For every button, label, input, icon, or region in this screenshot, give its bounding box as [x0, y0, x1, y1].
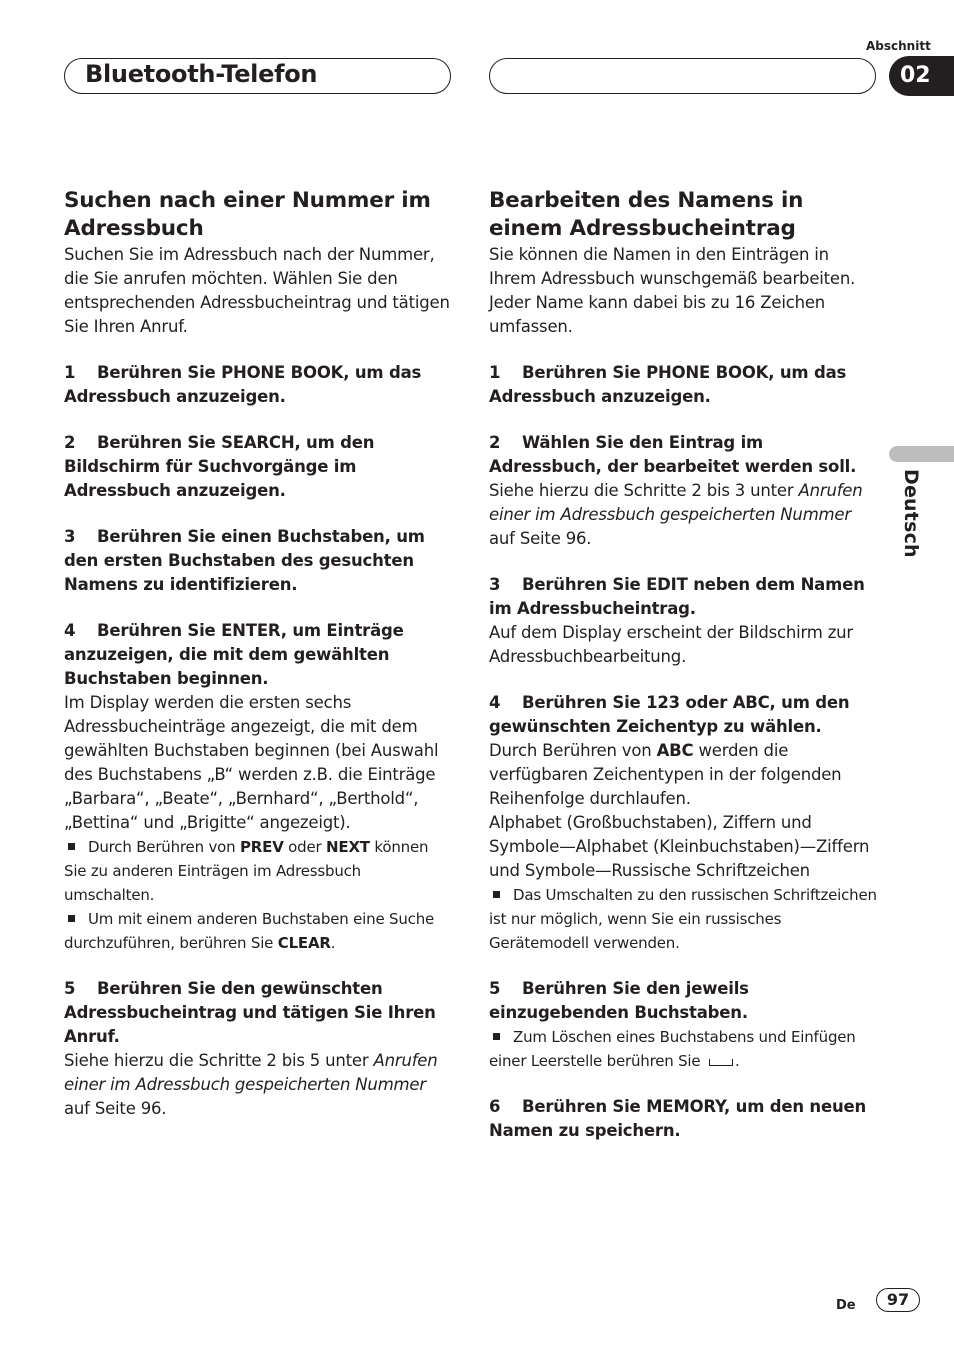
left-note-clear: Um mit einem anderen Buchstaben eine Suche durchzuführen, berühren Sie CLEAR. — [64, 910, 435, 952]
step-number: 6 — [489, 1097, 501, 1116]
bullet-square-icon — [68, 843, 75, 850]
step-text: Wählen Sie den Eintrag im Adressbuch, der bearbeitet werden soll. — [489, 433, 857, 476]
step-text: Berühren Sie einen Buchstaben, um den ersten Buchstaben des gesuchten Namens zu identifizieren. — [64, 527, 425, 594]
left-section-heading: Suchen nach einer Nummer im Adressbuch — [64, 188, 431, 241]
step-number: 3 — [489, 575, 501, 594]
right-step-4-body-sequence: Alphabet (Großbuchstaben), Ziffern und Symbole—Alphabet (Kleinbuchstaben)—Ziffern und Symbole—Russische Schriftzeichen — [489, 813, 870, 880]
step-text: Berühren Sie 123 oder ABC, um den gewünschten Zeichentyp zu wählen. — [489, 693, 850, 736]
right-step-6 — [489, 1095, 879, 1143]
bullet-square-icon — [493, 1033, 500, 1040]
language-side-tab — [889, 446, 954, 462]
header-blank-frame — [489, 58, 876, 94]
step-number: 4 — [64, 621, 76, 640]
cross-reference: Anrufen einer im Adressbuch gespeicherten Nummer — [489, 481, 863, 524]
left-step-2 — [64, 431, 454, 503]
page-number: 97 — [876, 1288, 920, 1312]
right-step-2 — [489, 431, 879, 479]
cross-reference: Anrufen einer im Adressbuch gespeicherten Nummer — [64, 1051, 438, 1094]
step-text: Berühren Sie PHONE BOOK, um das Adressbuch anzuzeigen. — [64, 363, 422, 406]
step-number: 2 — [489, 433, 501, 452]
left-step-3 — [64, 525, 454, 597]
step-text: Berühren Sie den jeweils einzugebenden Buchstaben. — [489, 979, 749, 1022]
right-step-4 — [489, 691, 879, 739]
left-step-4 — [64, 619, 454, 691]
section-number-badge: 02 — [889, 56, 954, 96]
step-number: 1 — [489, 363, 501, 382]
right-step-5 — [489, 977, 879, 1025]
left-step-5-body: Siehe hierzu die Schritte 2 bis 5 unter Anrufen einer im Adressbuch gespeicherten Nummer auf Seite 96. — [64, 1051, 438, 1118]
right-step-4-body: Durch Berühren von ABC werden die verfügbaren Zeichentypen in der folgenden Reihenfolge durchlaufen. — [489, 741, 842, 808]
right-column — [489, 187, 879, 1143]
step-text: Berühren Sie MEMORY, um den neuen Namen zu speichern. — [489, 1097, 867, 1140]
bullet-square-icon — [68, 915, 75, 922]
right-step-2-body: Siehe hierzu die Schritte 2 bis 3 unter Anrufen einer im Adressbuch gespeicherten Nummer auf Seite 96. — [489, 481, 863, 548]
step-number: 2 — [64, 433, 76, 452]
step-text: Berühren Sie EDIT neben dem Namen im Adressbucheintrag. — [489, 575, 865, 618]
language-side-label: Deutsch — [900, 469, 922, 558]
step-text: Berühren Sie SEARCH, um den Bildschirm für Suchvorgänge im Adressbuch anzuzeigen. — [64, 433, 375, 500]
left-step-4-body: Im Display werden die ersten sechs Adressbucheinträge angezeigt, die mit dem gewählten Buchstaben beginnen (bei Auswahl des Buchstabens „B“ werden z.B. die Einträge „Barbara“, „Beate“, „Bernhard“, „Berthold“, „Bettina“ und „Brigitte“ angezeigt). — [64, 693, 439, 832]
left-note-prev-next: Durch Berühren von PREV oder NEXT können Sie zu anderen Einträgen im Adressbuch umschalten. — [64, 838, 429, 904]
bullet-square-icon — [493, 891, 500, 898]
space-key-icon — [709, 1059, 733, 1066]
step-text: Berühren Sie ENTER, um Einträge anzuzeigen, die mit dem gewählten Buchstaben beginnen. — [64, 621, 404, 688]
step-text: Berühren Sie den gewünschten Adressbucheintrag und tätigen Sie Ihren Anruf. — [64, 979, 436, 1046]
right-intro: Sie können die Namen in den Einträgen in Ihrem Adressbuch wunschgemäß bearbeiten. Jeder Name kann dabei bis zu 16 Zeichen umfassen. — [489, 245, 856, 336]
step-number: 1 — [64, 363, 76, 382]
right-note-russian: Das Umschalten zu den russischen Schriftzeichen ist nur möglich, wenn Sie ein russisches Gerätemodell verwenden. — [489, 886, 877, 952]
left-step-1 — [64, 361, 454, 409]
left-column — [64, 187, 454, 1121]
right-note-delete: Zum Löschen eines Buchstabens und Einfügen einer Leerstelle berühren Sie . — [489, 1028, 856, 1070]
step-text: Berühren Sie PHONE BOOK, um das Adressbuch anzuzeigen. — [489, 363, 847, 406]
left-step-5 — [64, 977, 454, 1049]
footer-language-code: De — [836, 1298, 856, 1313]
step-number: 5 — [489, 979, 501, 998]
page-header-title: Bluetooth-Telefon — [85, 60, 318, 88]
left-intro: Suchen Sie im Adressbuch nach der Nummer, die Sie anrufen möchten. Wählen Sie den entsprechenden Adressbucheintrag und tätigen Sie Ihren Anruf. — [64, 245, 450, 336]
right-step-3-body: Auf dem Display erscheint der Bildschirm zur Adressbuchbearbeitung. — [489, 623, 854, 666]
right-step-1 — [489, 361, 879, 409]
step-number: 4 — [489, 693, 501, 712]
right-step-3 — [489, 573, 879, 621]
section-label: Abschnitt — [866, 39, 931, 53]
step-number: 3 — [64, 527, 76, 546]
step-number: 5 — [64, 979, 76, 998]
right-section-heading: Bearbeiten des Namens in einem Adressbucheintrag — [489, 188, 804, 241]
